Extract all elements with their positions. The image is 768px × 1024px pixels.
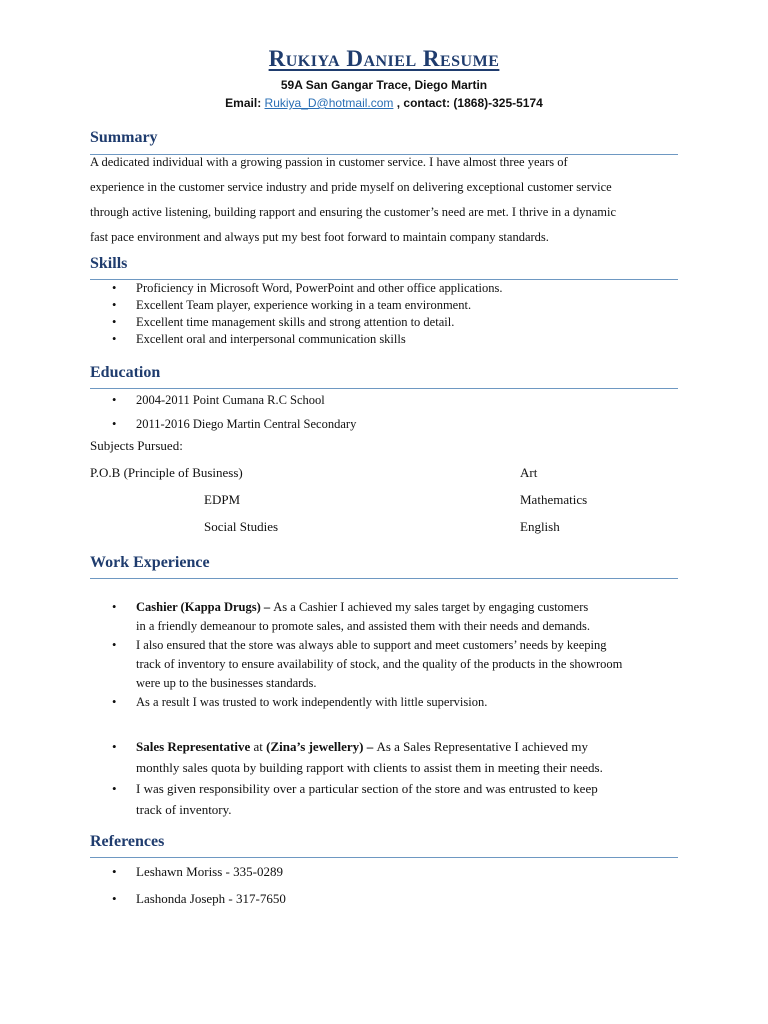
list-item: • As a result I was trusted to work independently with little supervision. [112,695,488,709]
resume-title: Rukiya Daniel Resume [268,46,500,71]
list-item: • Excellent oral and interpersonal communication skills [112,332,406,346]
summary-line: A dedicated individual with a growing passion in customer service. I have almost three years of [90,155,568,169]
email-link[interactable]: Rukiya_D@hotmail.com [264,96,394,110]
job-title: Sales Representative [136,739,251,754]
subjects-label: Subjects Pursued: [90,438,183,453]
skills-list [112,280,682,348]
subject-item: Social Studies [204,519,279,534]
work-heading: Work Experience [90,554,210,571]
summary-line: through active listening, building rapport and ensuring the customer’s need are met. I thrive in a dynamic [90,205,617,219]
subject-item: English [520,519,560,534]
schools-list [112,388,682,436]
list-item: • Sales Representative at (Zina’s jewellery) – As a Sales Representative I achieved my monthly sales quota by building rapport with clients to assist them in meeting their needs. [112,739,603,775]
work-divider [90,578,678,579]
job-title: Cashier (Kappa Drugs) [136,600,261,614]
list-item: • Lashonda Joseph - 317-7650 [112,891,286,906]
summary-line: experience in the customer service industry and pride myself on delivering exceptional customer service [90,180,612,194]
company-name: (Zina’s jewellery) [266,739,364,754]
summary-heading: Summary [90,129,158,146]
education-heading: Education [90,364,161,381]
list-item: • 2004-2011 Point Cumana R.C School [112,393,325,407]
contact-line [0,96,768,110]
skills-heading: Skills [90,255,128,272]
list-item: • Excellent Team player, experience working in a team environment. [112,298,472,312]
summary-paragraph [90,150,680,250]
references-list [112,858,682,912]
address-line: 59A San Gangar Trace, Diego Martin [280,78,488,92]
subject-item: Mathematics [520,492,588,507]
references-heading: References [90,833,165,850]
subject-item: EDPM [204,492,241,507]
subject-item: P.O.B (Principle of Business) [90,465,243,480]
list-item: • Excellent time management skills and strong attention to detail. [112,315,455,329]
list-item: • Leshawn Moriss - 335-0289 [112,864,283,879]
list-item: • Cashier (Kappa Drugs) – As a Cashier I achieved my sales target by engaging customers in a friendly demeanour to promote sales, and assisted them with their needs and demands. [112,600,591,633]
phone-contact: , contact: (1868)-325-5174 [393,96,543,110]
list-item: • I was given responsibility over a particular section of the store and was entrusted to keep track of inventory. [112,781,598,817]
list-item: • Proficiency in Microsoft Word, PowerPoint and other office applications. [112,281,503,295]
email-label: Email: [225,96,265,110]
job2-list [112,736,682,820]
list-item: • I also ensured that the store was always able to support and meet customers’ needs by keeping track of inventory to ensure availability of stock, and the quality of the products in the showroom were up to the businesses standards. [112,638,623,690]
list-item: • 2011-2016 Diego Martin Central Secondary [112,417,357,431]
summary-line: fast pace environment and always put my best foot forward to maintain company standards. [90,230,549,244]
subject-item: Art [520,465,538,480]
job1-list [112,598,682,712]
